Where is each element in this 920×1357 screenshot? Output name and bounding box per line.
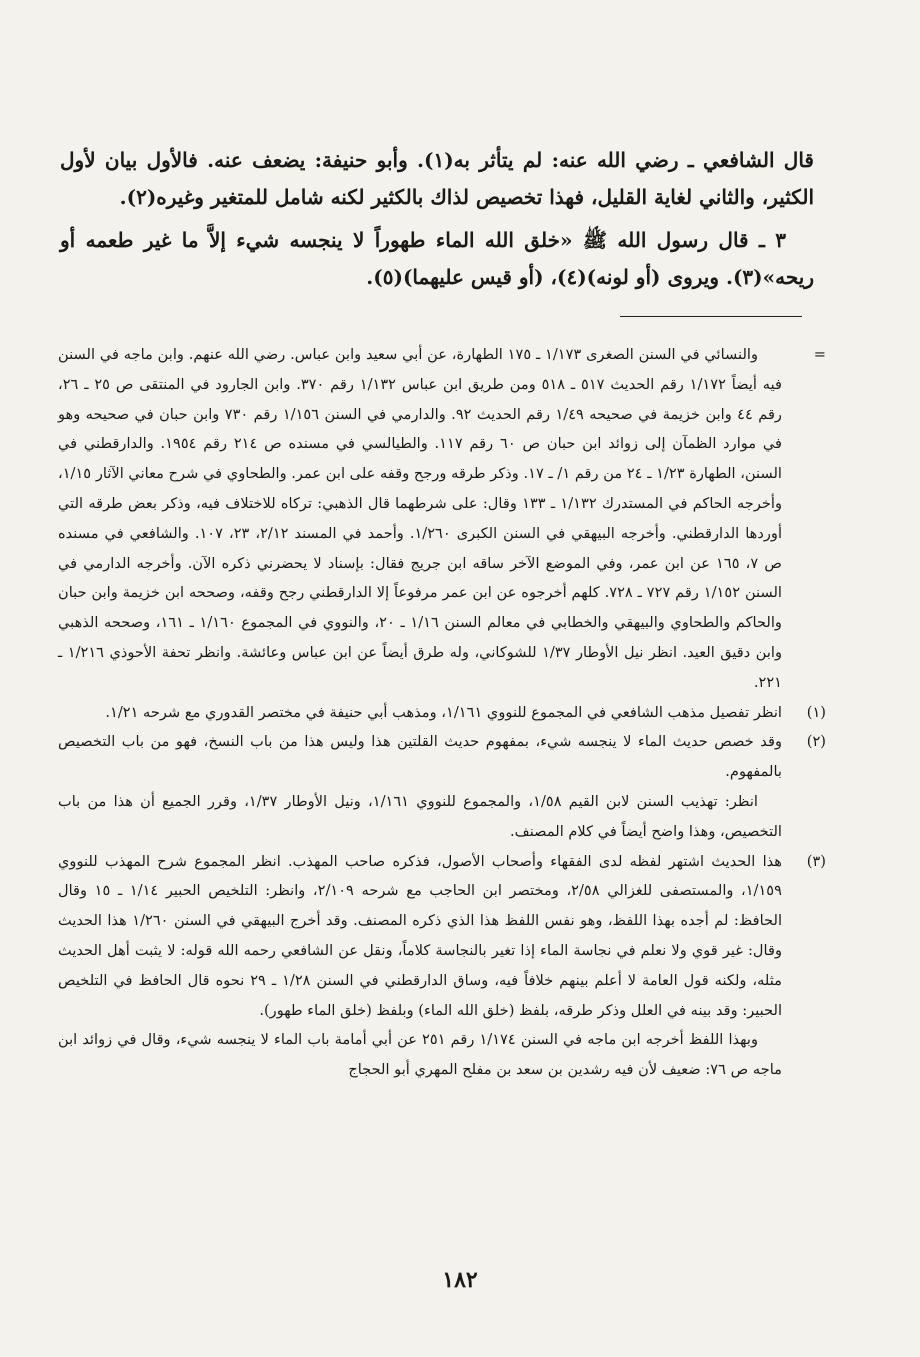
footnote-marker: = bbox=[813, 346, 826, 363]
main-text bbox=[60, 142, 814, 302]
footnote-paragraph: انظر: تهذيب السنن لابن القيم ١/٥٨، والمجموع للنووي ١/١٦١، ونيل الأوطار ١/٣٧، وقرر الجميع أن هذا من باب التخصيص، وهذا واضح أيضاً في كلام المصنف. bbox=[58, 792, 782, 840]
footnote-paragraph: والنسائي في السنن الصغرى ١/١٧٣ ـ ١٧٥ الطهارة، عن أبي سعيد وابن عباس. رضي الله عنهم. وابن ماجه في السنن فيه أيضاً ١/١٧٢ رقم الحديث ٥١٧ ـ ٥١٨ ومن طريق ابن عباس ١/١٣٢ رقم ٣٧٠. وابن الجارود في المنتقى ص ٢٥ ـ ٢٦، رقم ٤٤ وابن خزيمة في صحيحه ١/٤٩ رقم الحديث ٩٢. والدارمي في السنن ١/١٥٦ رقم ٧٣٠ وابن حبان في صحيحه وهو في موارد الظمآن إلى زوائد ابن حبان ص ٦٠ رقم ١١٧. والطيالسي في مسنده ص ٢١٤ رقم ١٩٥٤. والدارقطني في السنن، الطهارة ١/٢٣ ـ ٢٤ من رقم ١/ ـ ١٧. وذكر طرقه ورجح وقفه على ابن عمر. والطحاوي في شرح معاني الآثار ١/١٥، وأخرجه الحاكم في المستدرك ١/١٣٢ ـ ١٣٣ وقال: على شرطهما قال الذهبي: تركاه للاختلاف فيه، وذكر بعض طرقه التي أوردها الدارقطني. وأخرجه البيهقي في السنن الكبرى ١/٢٦٠. وأحمد في المسند ٢/١٢، ٢٣، ١٠٧. والشافعي في مسنده ص ٧، ١٦٥ عن ابن عمر، وفي الموضع الآخر ساقه ابن جريج فقال: بإسناد لا يحضرني ذكره الآن. وأخرجه الدارمي في السنن ١/١٥٢ رقم ٧٢٧ ـ ٧٢٨. كلهم أخرجوه عن ابن عمر مرفوعاً إلا الدارقطني رجح وقفه، وصححه ابن خزيمة وابن حبان والحاكم والطحاوي والبيهقي والخطابي في معالم السنن ١/١٦ ـ ٢٠، والنووي في المجموع ١/١٦٠ ـ ١٦١، وصححه الذهبي وابن دقيق العيد. انظر نيل الأوطار ١/٣٧ للشوكاني، وله طرق أيضاً عن ابن عباس وعائشة. وانظر تحفة الأحوذي ١/٢١٦ ـ ٢٢١. bbox=[58, 346, 783, 691]
page-number: ١٨٢ bbox=[442, 1267, 478, 1293]
footnote-paragraph: وقد خصص حديث الماء لا ينجسه شيء، بمفهوم حديث القلتين هذا وليس هذا من باب النسخ، فهو من باب التخصيص بالمفهوم. bbox=[58, 733, 782, 781]
main-paragraph-hadith: ٣ ـ قال رسول الله ﷺ «خلق الله الماء طهوراً لا ينجسه شيء إلاَّ ما غير طعمه أو ريحه»(٣). ويروى (أو لونه)(٤)، (أو قيس عليهما)(٥). bbox=[60, 228, 814, 289]
footnote-paragraph: انظر تفصيل مذهب الشافعي في المجموع للنووي ١/١٦١، ومذهب أبي حنيفة في مختصر القدوري مع شرحه ١/٢١. bbox=[105, 703, 782, 721]
footnote-paragraph: وبهذا اللفظ أخرجه ابن ماجه في السنن ١/١٧٤ رقم ٢٥١ عن أبي أمامة باب الماء لا ينجسه شيء، وقال في زوائد ابن ماجه ص ٧٦: ضعيف لأن فيه رشدين بن سعد بن مفلح المهري أبو الحجاج bbox=[58, 1031, 782, 1079]
footnote-marker: (٢) bbox=[806, 733, 826, 751]
footnote-separator bbox=[620, 316, 802, 317]
footnote-paragraph: هذا الحديث اشتهر لفظه لدى الفقهاء وأصحاب الأصول، فذكره صاحب المهذب. انظر المجموع شرح المهذب للنووي ١/١٥٩، والمستصفى للغزالي ٢/٥٨، ومختصر ابن الحاجب مع شرحه ٢/١٠٩، وانظر: التلخيص الحبير ١/١٤ ـ ١٥ وقال الحافظ: لم أجده بهذا اللفظ، وهو نفس اللفظ هذا الذي ذكره المصنف. وقد أخرج البيهقي في السنن ١/٢٦٠ هذا الحديث وقال: غير قوي ولا نعلم في نجاسة الماء إذا تغير بالنجاسة كلاماً، ونقل عن الشافعي رحمه الله قوله: لا يثبت أهل الحديث مثله، ولكنه قول العامة لا أعلم بينهم خلافاً فيه، وساق الدارقطني في السنن ١/٢٨ ـ ٢٩ نحوه قال الحافظ في التلخيص الحبير: وقد بينه في العلل وذكر طرقه، بلفظ (خلق الله الماء) وبلفظ (خلق الماء طهور). bbox=[58, 852, 782, 1019]
main-paragraph-1: قال الشافعي ـ رضي الله عنه: لم يتأثر به(١). وأبو حنيفة: يضعف عنه. فالأول بيان لأول الكثير، والثاني لغاية القليل، فهذا تخصيص لذاك بالكثير لكنه شامل للمتغير وغيره(٢). bbox=[60, 148, 814, 209]
footnotes bbox=[58, 340, 826, 1085]
footnote-1 bbox=[58, 698, 826, 728]
footnote-3 bbox=[58, 847, 826, 1085]
footnote-continuation bbox=[58, 340, 826, 698]
footnote-marker: (١) bbox=[806, 703, 826, 721]
footnote-2 bbox=[58, 727, 826, 846]
footnote-marker: (٣) bbox=[806, 852, 826, 870]
